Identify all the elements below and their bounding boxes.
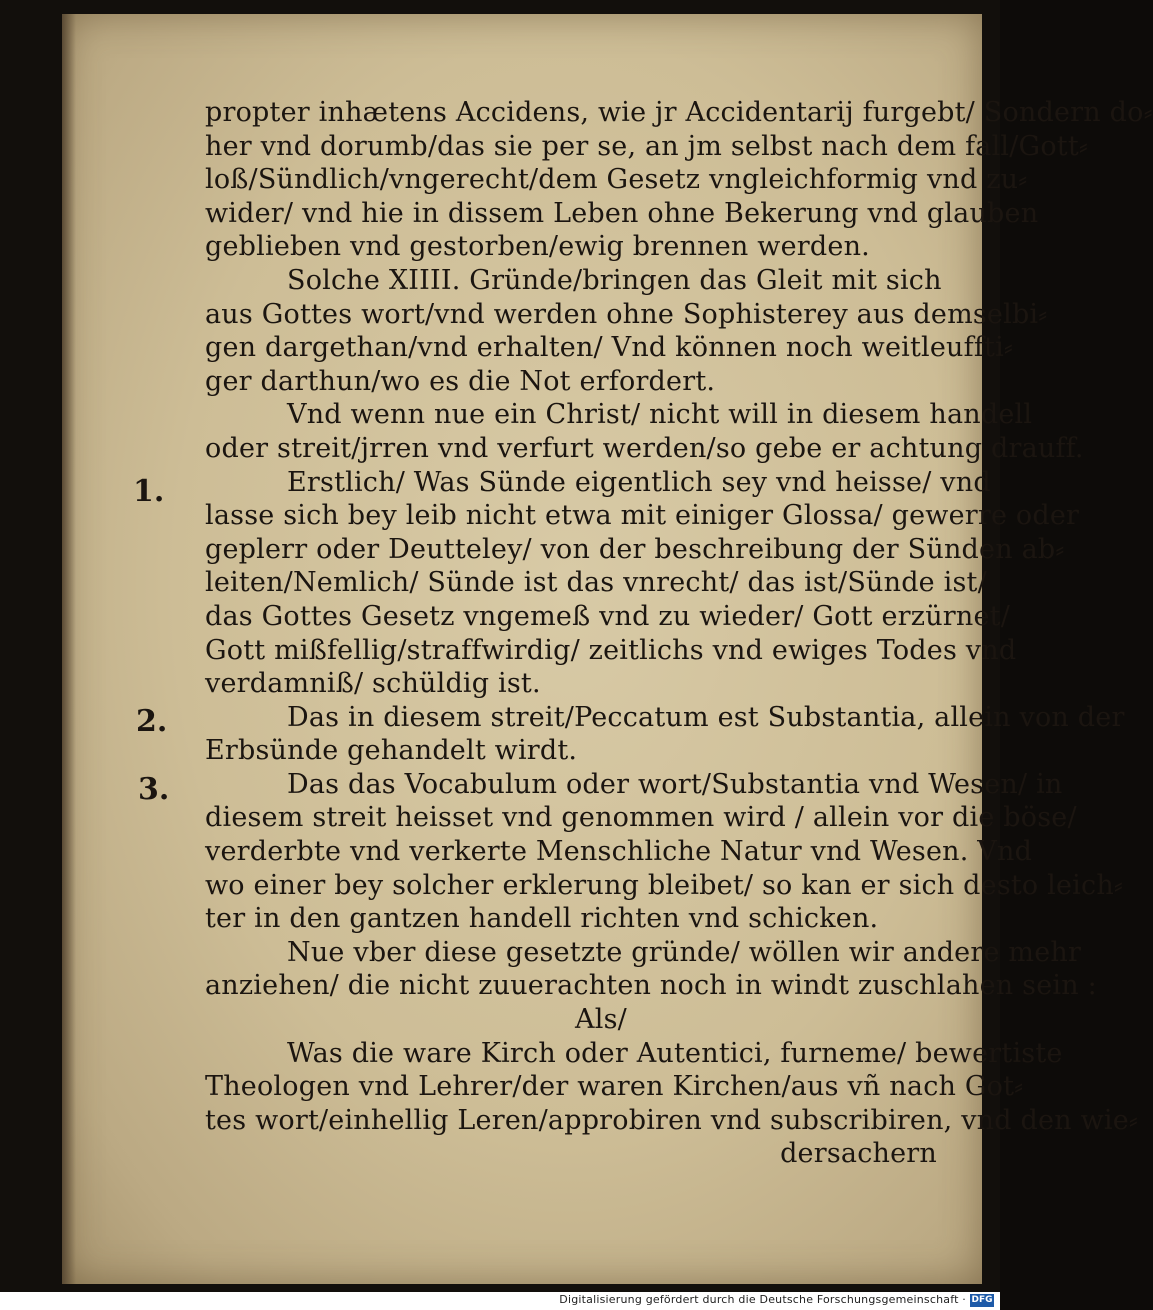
text-line: lasse sich bey leib nicht etwa mit einiger Glossa/ gewerre oder: [205, 500, 1080, 532]
page-binding-edge: [62, 14, 76, 1284]
text-line: gen dargethan/vnd erhalten/ Vnd können noch weitleuffti⸗: [205, 332, 1014, 364]
text-line: Das das Vocabulum oder wort/Substantia vnd Wesen/ in: [287, 768, 1063, 800]
page-text: [205, 96, 1153, 1171]
text-line: anziehen/ die nicht zuuerachten noch in windt zuschlahen sein :: [205, 970, 1097, 1002]
text-line: her vnd dorumb/das sie per se, an jm selbst nach dem fall/Gott⸗: [205, 130, 1089, 162]
text-line: loß/Sündlich/vngerecht/dem Gesetz vngleichformig vnd zu⸗: [205, 164, 1028, 196]
margin-number-3: 3.: [138, 772, 170, 807]
text-line: Nue vber diese gesetzte gründe/ wöllen wir andere mehr: [287, 936, 1082, 968]
text-line: diesem streit heisset vnd genommen wird / allein vor die böse/: [205, 802, 1077, 834]
text-line: verderbte vnd verkerte Menschliche Natur vnd Wesen. Vnd: [205, 836, 1033, 868]
text-line: wider/ vnd hie in dissem Leben ohne Bekerung vnd glauben: [205, 197, 1039, 229]
text-line: oder streit/jrren vnd verfurt werden/so gebe er achtung drauff.: [205, 432, 1084, 464]
text-line: aus Gottes wort/vnd werden ohne Sophisterey aus demselbi⸗: [205, 298, 1048, 330]
text-line: Gott mißfellig/straffwirdig/ zeitlichs vnd ewiges Todes vnd: [205, 634, 1017, 666]
text-line: Als/: [575, 1004, 627, 1036]
text-line: Was die ware Kirch oder Autentici, furneme/ bewertiste: [287, 1037, 1063, 1069]
footer-credit: Digitalisierung gefördert durch die Deutsche Forschungsgemeinschaft ·: [559, 1293, 966, 1306]
text-line: Solche XIIII. Gründe/bringen das Gleit mit sich: [287, 264, 942, 296]
dfg-logo-icon: DFG: [971, 1295, 993, 1305]
text-line: Das in diesem streit/Peccatum est Substantia, allein von der: [287, 701, 1125, 733]
text-line: geblieben vnd gestorben/ewig brennen werden.: [205, 231, 870, 263]
catchword: dersachern: [780, 1138, 937, 1170]
text-line: Vnd wenn nue ein Christ/ nicht will in diesem handell: [287, 399, 1033, 431]
text-line: Theologen vnd Lehrer/der waren Kirchen/aus vñ nach Got⸗: [205, 1071, 1024, 1103]
text-line: Erstlich/ Was Sünde eigentlich sey vnd heisse/ vnd: [287, 466, 991, 498]
text-line: leiten/Nemlich/ Sünde ist das vnrecht/ das ist/Sünde ist/: [205, 567, 987, 599]
text-line: wo einer bey solcher erklerung bleibet/ so kan er sich desto leich⸗: [205, 869, 1124, 901]
margin-number-1: 1.: [133, 474, 165, 509]
text-line: verdamniß/ schüldig ist.: [205, 668, 541, 700]
margin-number-2: 2.: [136, 704, 168, 739]
text-line: ter in den gantzen handell richten vnd schicken.: [205, 903, 879, 935]
digitization-footer: [0, 1292, 1000, 1310]
text-line: geplerr oder Deutteley/ von der beschreibung der Sünden ab⸗: [205, 533, 1065, 565]
text-line: ger darthun/wo es die Not erfordert.: [205, 365, 716, 397]
text-line: Erbsünde gehandelt wirdt.: [205, 735, 578, 767]
text-line: propter inhætens Accidens, wie jr Accidentarij furgebt/ Sondern do⸗: [205, 97, 1153, 128]
text-line: das Gottes Gesetz vngemeß vnd zu wieder/ Gott erzürnet/: [205, 600, 1011, 632]
text-line: tes wort/einhellig Leren/approbiren vnd subscribiren, vnd den wie⸗: [205, 1104, 1139, 1136]
